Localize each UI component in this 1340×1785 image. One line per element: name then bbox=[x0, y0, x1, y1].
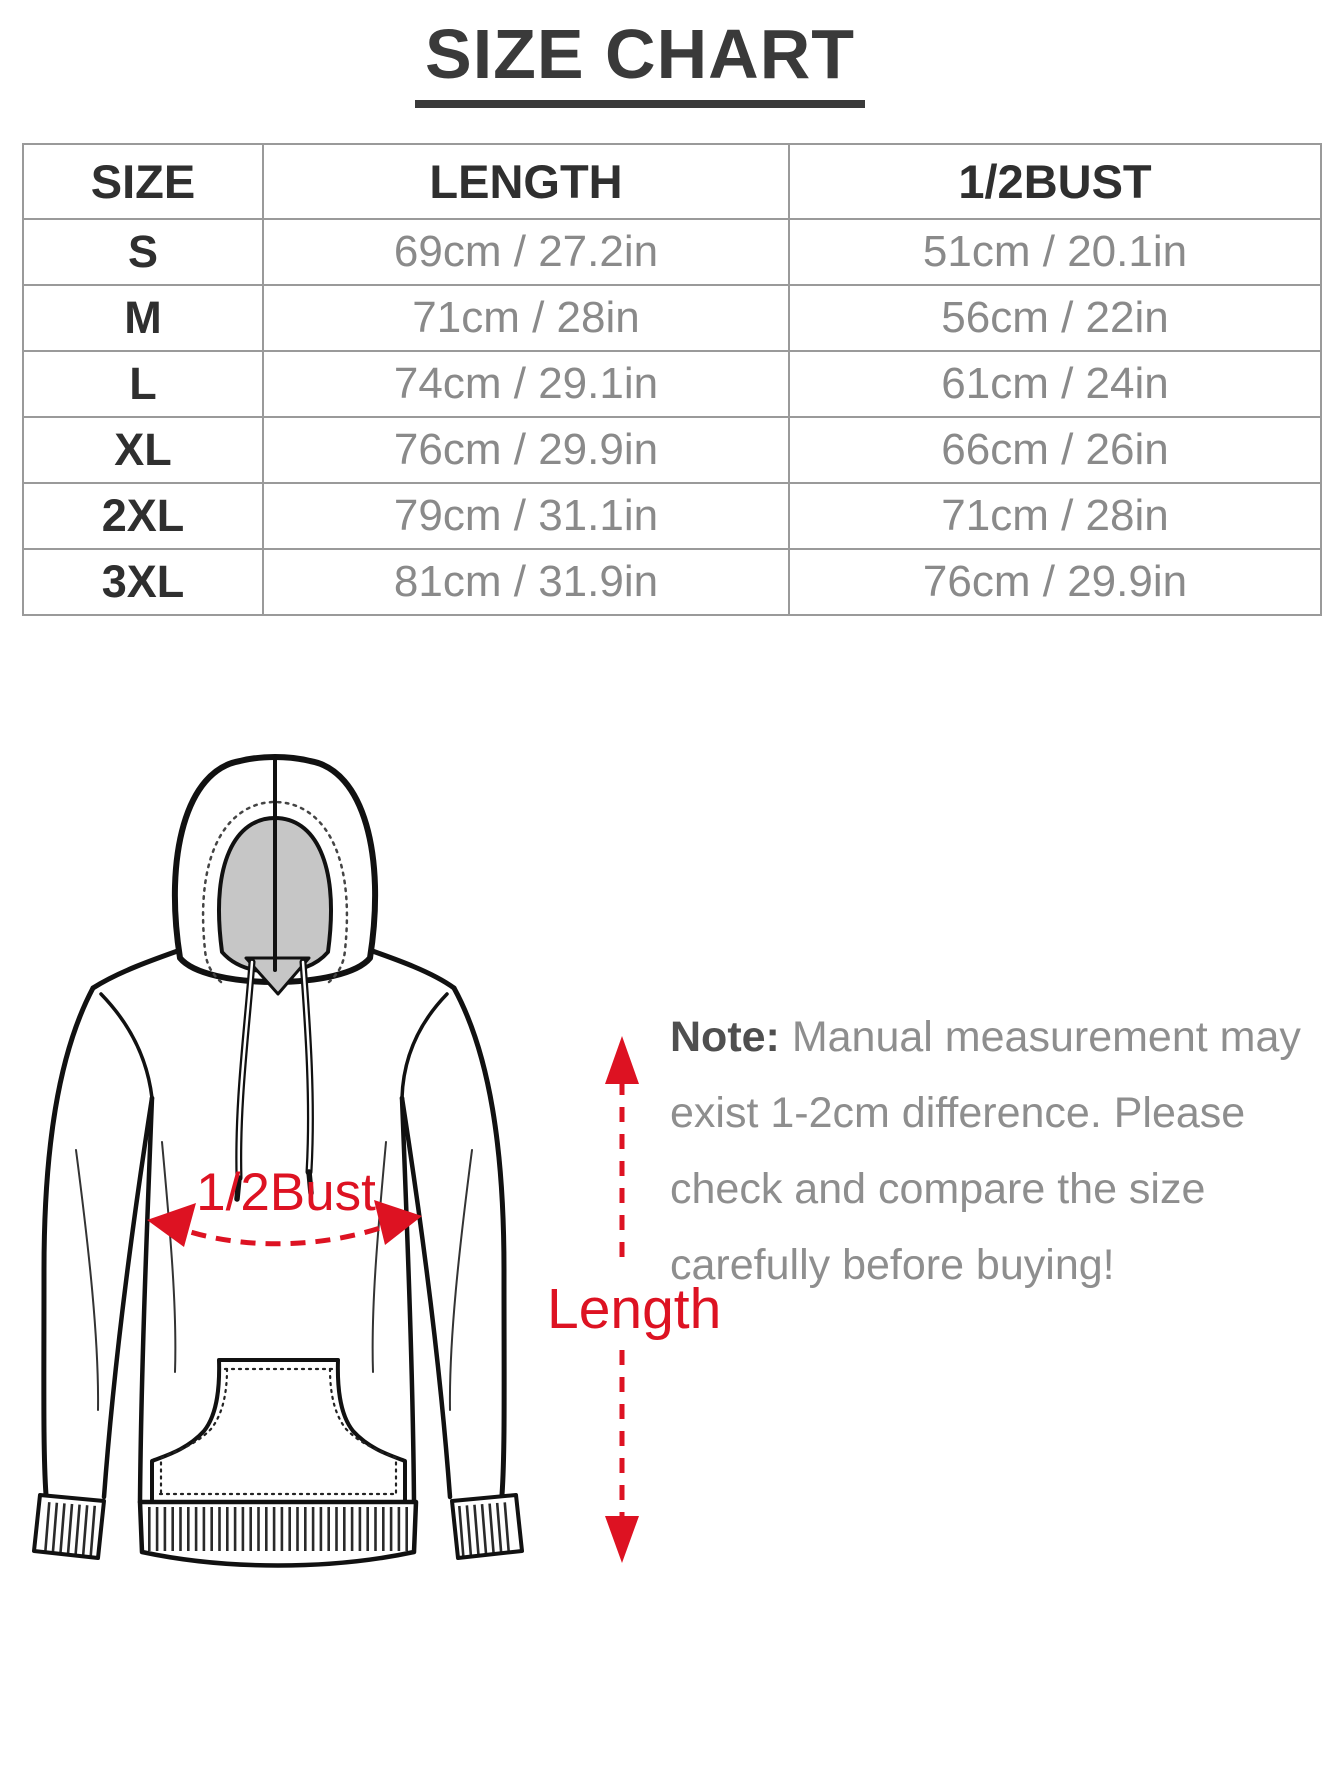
note-line-1: Manual measurement may bbox=[791, 1013, 1301, 1061]
page-title-wrap bbox=[0, 14, 1280, 108]
cell-half-bust: 61cm / 24in bbox=[789, 351, 1321, 417]
table-header-row bbox=[23, 144, 1321, 219]
table-row bbox=[23, 483, 1321, 549]
cell-size: L bbox=[23, 351, 263, 417]
table-row bbox=[23, 285, 1321, 351]
cell-size: S bbox=[23, 219, 263, 285]
table-row bbox=[23, 351, 1321, 417]
bust-measure-arrow bbox=[147, 1163, 422, 1247]
arrowhead-down-icon bbox=[605, 1516, 639, 1563]
note-line-2: exist 1-2cm difference. Please bbox=[670, 1089, 1246, 1137]
cell-length: 81cm / 31.9in bbox=[263, 549, 789, 615]
cell-size: XL bbox=[23, 417, 263, 483]
kangaroo-pocket bbox=[152, 1360, 405, 1502]
cell-size: 2XL bbox=[23, 483, 263, 549]
note-line-4: carefully before buying! bbox=[670, 1241, 1115, 1289]
note-label: Note: bbox=[670, 1013, 780, 1061]
column-header-length: LENGTH bbox=[263, 144, 789, 219]
column-header-size: SIZE bbox=[23, 144, 263, 219]
cell-length: 74cm / 29.1in bbox=[263, 351, 789, 417]
drawstring-right bbox=[303, 962, 311, 1193]
cell-half-bust: 51cm / 20.1in bbox=[789, 219, 1321, 285]
arrowhead-right-icon bbox=[374, 1200, 422, 1245]
cell-length: 76cm / 29.9in bbox=[263, 417, 789, 483]
cell-half-bust: 71cm / 28in bbox=[789, 483, 1321, 549]
cell-half-bust: 66cm / 26in bbox=[789, 417, 1321, 483]
column-header-half-bust: 1/2BUST bbox=[789, 144, 1321, 219]
arrowhead-up-icon bbox=[605, 1036, 639, 1084]
table-row bbox=[23, 219, 1321, 285]
arrowhead-left-icon bbox=[147, 1203, 196, 1247]
page-title: SIZE CHART bbox=[415, 14, 865, 108]
length-label: Length bbox=[547, 1277, 722, 1341]
cell-length: 71cm / 28in bbox=[263, 285, 789, 351]
bust-label: 1/2Bust bbox=[196, 1163, 376, 1222]
cell-length: 79cm / 31.1in bbox=[263, 483, 789, 549]
size-chart-table bbox=[22, 143, 1322, 616]
cuff-right bbox=[452, 1495, 522, 1558]
cell-half-bust: 76cm / 29.9in bbox=[789, 549, 1321, 615]
cell-size: 3XL bbox=[23, 549, 263, 615]
hem-ribbing bbox=[140, 1502, 416, 1566]
table-row bbox=[23, 549, 1321, 615]
cell-length: 69cm / 27.2in bbox=[263, 219, 789, 285]
hoodie-illustration bbox=[34, 757, 522, 1566]
table-row bbox=[23, 417, 1321, 483]
cell-half-bust: 56cm / 22in bbox=[789, 285, 1321, 351]
cell-size: M bbox=[23, 285, 263, 351]
hood bbox=[175, 757, 375, 994]
note-line-3: check and compare the size bbox=[670, 1165, 1206, 1213]
note-text bbox=[670, 999, 1335, 1303]
cuff-left bbox=[34, 1495, 104, 1558]
